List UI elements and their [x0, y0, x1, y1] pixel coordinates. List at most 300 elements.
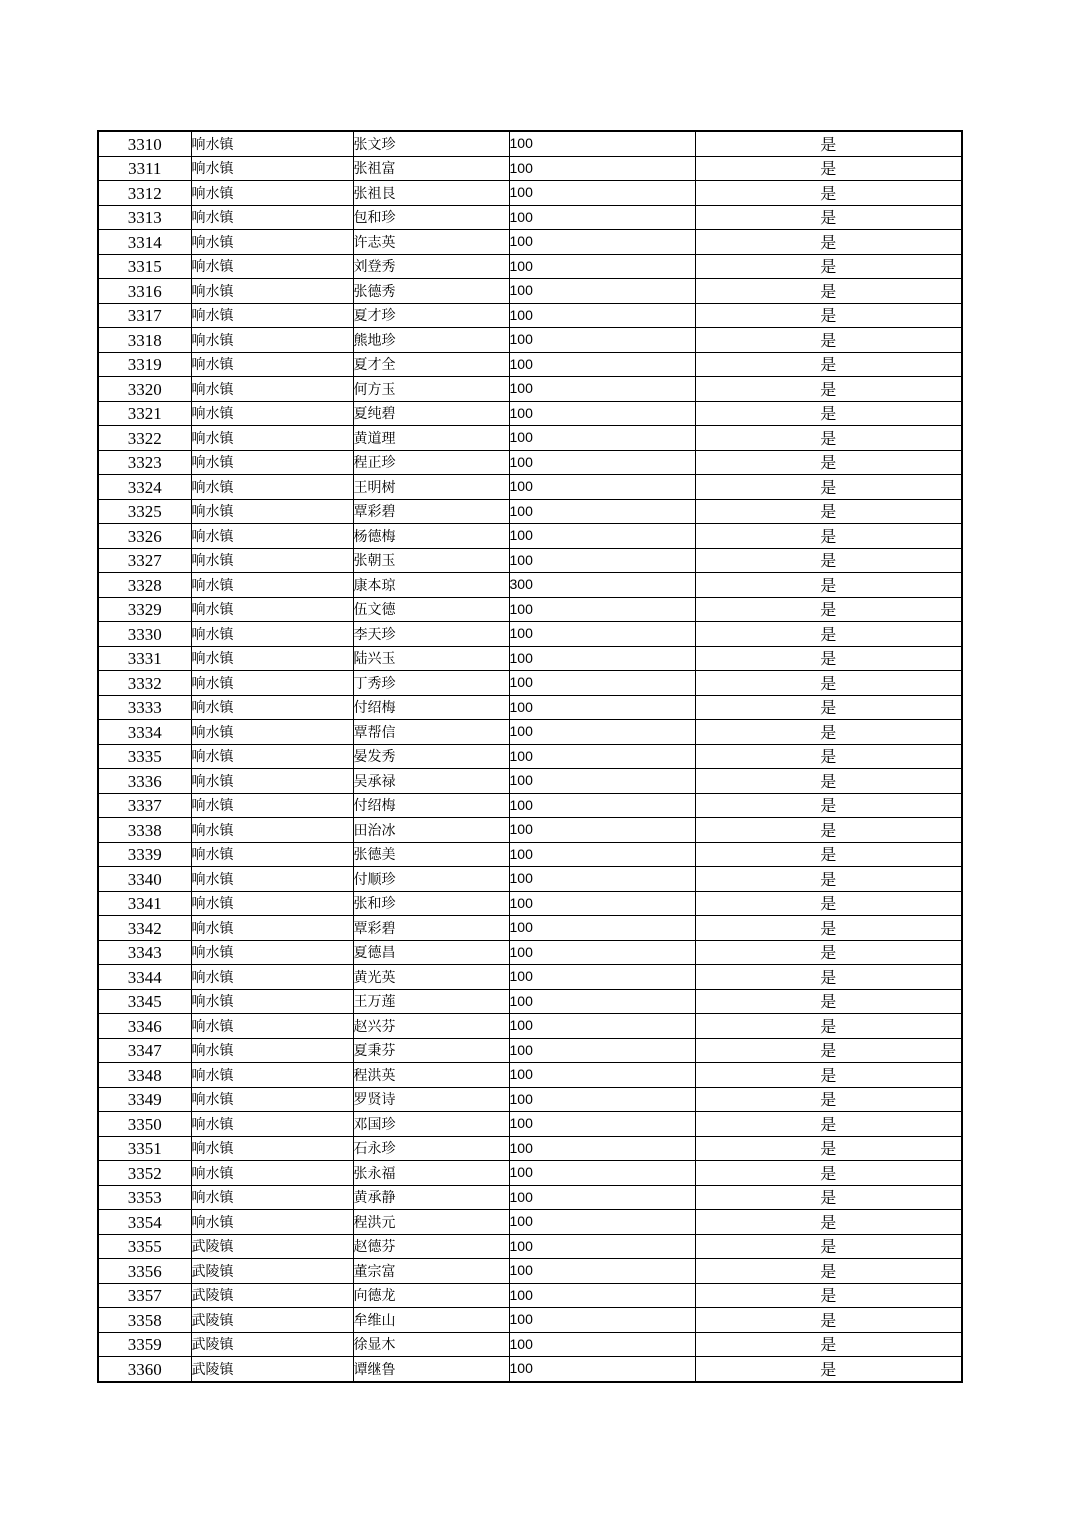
amount-cell: 100	[509, 646, 695, 671]
amount-cell: 100	[509, 1210, 695, 1235]
amount-cell: 100	[509, 450, 695, 475]
table-row	[98, 352, 962, 377]
amount-cell: 100	[509, 891, 695, 916]
table-row	[98, 720, 962, 745]
town-cell: 响水镇	[191, 524, 353, 549]
name-cell: 刘登秀	[353, 254, 509, 279]
amount-cell: 100	[509, 1063, 695, 1088]
flag-cell: 是	[695, 1087, 962, 1112]
amount-cell: 100	[509, 1014, 695, 1039]
amount-cell: 100	[509, 426, 695, 451]
name-cell: 覃帮信	[353, 720, 509, 745]
flag-cell: 是	[695, 205, 962, 230]
town-cell: 响水镇	[191, 671, 353, 696]
amount-cell: 300	[509, 573, 695, 598]
amount-cell: 100	[509, 1259, 695, 1284]
amount-cell: 100	[509, 499, 695, 524]
table-row	[98, 1112, 962, 1137]
name-cell: 程洪元	[353, 1210, 509, 1235]
amount-cell: 100	[509, 671, 695, 696]
table-row	[98, 916, 962, 941]
flag-cell: 是	[695, 303, 962, 328]
name-cell: 晏发秀	[353, 744, 509, 769]
amount-cell: 100	[509, 720, 695, 745]
flag-cell: 是	[695, 842, 962, 867]
town-cell: 响水镇	[191, 426, 353, 451]
amount-cell: 100	[509, 622, 695, 647]
amount-cell: 100	[509, 818, 695, 843]
row-number-cell: 3355	[98, 1234, 191, 1259]
name-cell: 牟维山	[353, 1308, 509, 1333]
table-row	[98, 205, 962, 230]
flag-cell: 是	[695, 695, 962, 720]
table-row	[98, 1161, 962, 1186]
row-number-cell: 3360	[98, 1357, 191, 1382]
table-row	[98, 646, 962, 671]
row-number-cell: 3329	[98, 597, 191, 622]
town-cell: 响水镇	[191, 303, 353, 328]
town-cell: 响水镇	[191, 450, 353, 475]
town-cell: 武陵镇	[191, 1308, 353, 1333]
row-number-cell: 3343	[98, 940, 191, 965]
name-cell: 熊地珍	[353, 328, 509, 353]
table-row	[98, 1308, 962, 1333]
town-cell: 响水镇	[191, 254, 353, 279]
name-cell: 张永福	[353, 1161, 509, 1186]
name-cell: 张文珍	[353, 131, 509, 156]
flag-cell: 是	[695, 131, 962, 156]
amount-cell: 100	[509, 1112, 695, 1137]
table-row	[98, 1259, 962, 1284]
row-number-cell: 3358	[98, 1308, 191, 1333]
town-cell: 响水镇	[191, 230, 353, 255]
amount-cell: 100	[509, 1332, 695, 1357]
name-cell: 伍文德	[353, 597, 509, 622]
town-cell: 响水镇	[191, 205, 353, 230]
name-cell: 覃彩碧	[353, 499, 509, 524]
amount-cell: 100	[509, 1087, 695, 1112]
row-number-cell: 3312	[98, 181, 191, 206]
town-cell: 响水镇	[191, 842, 353, 867]
town-cell: 响水镇	[191, 622, 353, 647]
town-cell: 响水镇	[191, 744, 353, 769]
row-number-cell: 3315	[98, 254, 191, 279]
table-row	[98, 1210, 962, 1235]
row-number-cell: 3337	[98, 793, 191, 818]
amount-cell: 100	[509, 548, 695, 573]
table-row	[98, 1014, 962, 1039]
amount-cell: 100	[509, 131, 695, 156]
flag-cell: 是	[695, 573, 962, 598]
flag-cell: 是	[695, 450, 962, 475]
table-row	[98, 303, 962, 328]
name-cell: 夏纯碧	[353, 401, 509, 426]
amount-cell: 100	[509, 230, 695, 255]
row-number-cell: 3322	[98, 426, 191, 451]
amount-cell: 100	[509, 1185, 695, 1210]
amount-cell: 100	[509, 401, 695, 426]
row-number-cell: 3325	[98, 499, 191, 524]
name-cell: 杨德梅	[353, 524, 509, 549]
name-cell: 张祖富	[353, 156, 509, 181]
town-cell: 响水镇	[191, 695, 353, 720]
table-row	[98, 867, 962, 892]
row-number-cell: 3349	[98, 1087, 191, 1112]
town-cell: 响水镇	[191, 989, 353, 1014]
flag-cell: 是	[695, 867, 962, 892]
name-cell: 许志英	[353, 230, 509, 255]
table-row	[98, 622, 962, 647]
flag-cell: 是	[695, 818, 962, 843]
table-row	[98, 131, 962, 156]
flag-cell: 是	[695, 720, 962, 745]
row-number-cell: 3359	[98, 1332, 191, 1357]
table-row	[98, 1087, 962, 1112]
data-table	[97, 130, 963, 1383]
amount-cell: 100	[509, 328, 695, 353]
flag-cell: 是	[695, 254, 962, 279]
flag-cell: 是	[695, 940, 962, 965]
row-number-cell: 3340	[98, 867, 191, 892]
flag-cell: 是	[695, 646, 962, 671]
row-number-cell: 3317	[98, 303, 191, 328]
flag-cell: 是	[695, 1210, 962, 1235]
amount-cell: 100	[509, 916, 695, 941]
flag-cell: 是	[695, 1259, 962, 1284]
name-cell: 谭继鲁	[353, 1357, 509, 1382]
amount-cell: 100	[509, 1038, 695, 1063]
table-row	[98, 279, 962, 304]
row-number-cell: 3354	[98, 1210, 191, 1235]
name-cell: 丁秀珍	[353, 671, 509, 696]
amount-cell: 100	[509, 793, 695, 818]
name-cell: 张和珍	[353, 891, 509, 916]
table-body	[98, 131, 962, 1382]
town-cell: 响水镇	[191, 377, 353, 402]
name-cell: 程正珍	[353, 450, 509, 475]
flag-cell: 是	[695, 622, 962, 647]
table-row	[98, 695, 962, 720]
name-cell: 赵德芬	[353, 1234, 509, 1259]
name-cell: 王万莲	[353, 989, 509, 1014]
table-row	[98, 1136, 962, 1161]
table-row	[98, 450, 962, 475]
table-row	[98, 548, 962, 573]
flag-cell: 是	[695, 769, 962, 794]
table-row	[98, 328, 962, 353]
row-number-cell: 3321	[98, 401, 191, 426]
town-cell: 响水镇	[191, 1136, 353, 1161]
town-cell: 响水镇	[191, 352, 353, 377]
flag-cell: 是	[695, 793, 962, 818]
row-number-cell: 3339	[98, 842, 191, 867]
name-cell: 付绍梅	[353, 695, 509, 720]
flag-cell: 是	[695, 1185, 962, 1210]
flag-cell: 是	[695, 1038, 962, 1063]
town-cell: 响水镇	[191, 965, 353, 990]
amount-cell: 100	[509, 279, 695, 304]
name-cell: 程洪英	[353, 1063, 509, 1088]
name-cell: 李天珍	[353, 622, 509, 647]
table-row	[98, 842, 962, 867]
amount-cell: 100	[509, 769, 695, 794]
row-number-cell: 3347	[98, 1038, 191, 1063]
name-cell: 夏才全	[353, 352, 509, 377]
flag-cell: 是	[695, 279, 962, 304]
name-cell: 张朝玉	[353, 548, 509, 573]
row-number-cell: 3332	[98, 671, 191, 696]
amount-cell: 100	[509, 695, 695, 720]
town-cell: 响水镇	[191, 573, 353, 598]
table-row	[98, 940, 962, 965]
name-cell: 付顺珍	[353, 867, 509, 892]
flag-cell: 是	[695, 744, 962, 769]
town-cell: 响水镇	[191, 1063, 353, 1088]
flag-cell: 是	[695, 1357, 962, 1382]
name-cell: 何方玉	[353, 377, 509, 402]
row-number-cell: 3353	[98, 1185, 191, 1210]
name-cell: 田治冰	[353, 818, 509, 843]
name-cell: 董宗富	[353, 1259, 509, 1284]
table-row	[98, 1283, 962, 1308]
flag-cell: 是	[695, 916, 962, 941]
name-cell: 吴承禄	[353, 769, 509, 794]
name-cell: 康本琼	[353, 573, 509, 598]
town-cell: 响水镇	[191, 1161, 353, 1186]
row-number-cell: 3326	[98, 524, 191, 549]
row-number-cell: 3333	[98, 695, 191, 720]
amount-cell: 100	[509, 867, 695, 892]
table-row	[98, 1332, 962, 1357]
flag-cell: 是	[695, 181, 962, 206]
name-cell: 覃彩碧	[353, 916, 509, 941]
name-cell: 张德秀	[353, 279, 509, 304]
name-cell: 黄道理	[353, 426, 509, 451]
town-cell: 响水镇	[191, 279, 353, 304]
table-row	[98, 1357, 962, 1382]
row-number-cell: 3320	[98, 377, 191, 402]
flag-cell: 是	[695, 156, 962, 181]
table-row	[98, 377, 962, 402]
flag-cell: 是	[695, 328, 962, 353]
amount-cell: 100	[509, 744, 695, 769]
town-cell: 响水镇	[191, 891, 353, 916]
row-number-cell: 3316	[98, 279, 191, 304]
flag-cell: 是	[695, 1014, 962, 1039]
flag-cell: 是	[695, 1308, 962, 1333]
table-row	[98, 965, 962, 990]
town-cell: 响水镇	[191, 1112, 353, 1137]
table-row	[98, 1063, 962, 1088]
flag-cell: 是	[695, 671, 962, 696]
flag-cell: 是	[695, 1234, 962, 1259]
amount-cell: 100	[509, 377, 695, 402]
town-cell: 响水镇	[191, 475, 353, 500]
name-cell: 张德美	[353, 842, 509, 867]
town-cell: 响水镇	[191, 818, 353, 843]
row-number-cell: 3335	[98, 744, 191, 769]
name-cell: 陆兴玉	[353, 646, 509, 671]
amount-cell: 100	[509, 1308, 695, 1333]
flag-cell: 是	[695, 891, 962, 916]
row-number-cell: 3319	[98, 352, 191, 377]
amount-cell: 100	[509, 475, 695, 500]
flag-cell: 是	[695, 965, 962, 990]
table-row	[98, 181, 962, 206]
flag-cell: 是	[695, 1332, 962, 1357]
amount-cell: 100	[509, 205, 695, 230]
flag-cell: 是	[695, 989, 962, 1014]
flag-cell: 是	[695, 401, 962, 426]
row-number-cell: 3324	[98, 475, 191, 500]
name-cell: 赵兴芬	[353, 1014, 509, 1039]
table-row	[98, 744, 962, 769]
amount-cell: 100	[509, 303, 695, 328]
town-cell: 武陵镇	[191, 1259, 353, 1284]
row-number-cell: 3328	[98, 573, 191, 598]
amount-cell: 100	[509, 1357, 695, 1382]
name-cell: 付绍梅	[353, 793, 509, 818]
town-cell: 响水镇	[191, 1210, 353, 1235]
name-cell: 黄承静	[353, 1185, 509, 1210]
amount-cell: 100	[509, 1136, 695, 1161]
amount-cell: 100	[509, 524, 695, 549]
flag-cell: 是	[695, 524, 962, 549]
row-number-cell: 3331	[98, 646, 191, 671]
amount-cell: 100	[509, 989, 695, 1014]
row-number-cell: 3345	[98, 989, 191, 1014]
row-number-cell: 3357	[98, 1283, 191, 1308]
amount-cell: 100	[509, 181, 695, 206]
flag-cell: 是	[695, 475, 962, 500]
amount-cell: 100	[509, 352, 695, 377]
table-row	[98, 475, 962, 500]
row-number-cell: 3348	[98, 1063, 191, 1088]
name-cell: 王明树	[353, 475, 509, 500]
name-cell: 邓国珍	[353, 1112, 509, 1137]
town-cell: 武陵镇	[191, 1283, 353, 1308]
town-cell: 响水镇	[191, 769, 353, 794]
amount-cell: 100	[509, 254, 695, 279]
row-number-cell: 3330	[98, 622, 191, 647]
town-cell: 武陵镇	[191, 1234, 353, 1259]
name-cell: 包和珍	[353, 205, 509, 230]
row-number-cell: 3318	[98, 328, 191, 353]
row-number-cell: 3311	[98, 156, 191, 181]
amount-cell: 100	[509, 842, 695, 867]
table-row	[98, 1038, 962, 1063]
flag-cell: 是	[695, 426, 962, 451]
row-number-cell: 3346	[98, 1014, 191, 1039]
town-cell: 武陵镇	[191, 1332, 353, 1357]
name-cell: 徐显木	[353, 1332, 509, 1357]
name-cell: 向德龙	[353, 1283, 509, 1308]
town-cell: 响水镇	[191, 597, 353, 622]
name-cell: 夏德昌	[353, 940, 509, 965]
table-row	[98, 597, 962, 622]
town-cell: 响水镇	[191, 548, 353, 573]
town-cell: 响水镇	[191, 793, 353, 818]
row-number-cell: 3352	[98, 1161, 191, 1186]
row-number-cell: 3310	[98, 131, 191, 156]
amount-cell: 100	[509, 1161, 695, 1186]
name-cell: 黄光英	[353, 965, 509, 990]
town-cell: 响水镇	[191, 499, 353, 524]
name-cell: 夏秉芬	[353, 1038, 509, 1063]
table-row	[98, 793, 962, 818]
table-row	[98, 156, 962, 181]
flag-cell: 是	[695, 352, 962, 377]
amount-cell: 100	[509, 940, 695, 965]
row-number-cell: 3350	[98, 1112, 191, 1137]
town-cell: 响水镇	[191, 916, 353, 941]
amount-cell: 100	[509, 597, 695, 622]
name-cell: 张祖艮	[353, 181, 509, 206]
town-cell: 响水镇	[191, 156, 353, 181]
flag-cell: 是	[695, 1161, 962, 1186]
flag-cell: 是	[695, 230, 962, 255]
table-row	[98, 524, 962, 549]
table-row	[98, 989, 962, 1014]
town-cell: 响水镇	[191, 1014, 353, 1039]
table-row	[98, 818, 962, 843]
table-row	[98, 1234, 962, 1259]
amount-cell: 100	[509, 1283, 695, 1308]
table-row	[98, 230, 962, 255]
amount-cell: 100	[509, 1234, 695, 1259]
flag-cell: 是	[695, 1112, 962, 1137]
name-cell: 夏才珍	[353, 303, 509, 328]
row-number-cell: 3323	[98, 450, 191, 475]
flag-cell: 是	[695, 548, 962, 573]
flag-cell: 是	[695, 377, 962, 402]
row-number-cell: 3334	[98, 720, 191, 745]
flag-cell: 是	[695, 499, 962, 524]
name-cell: 石永珍	[353, 1136, 509, 1161]
town-cell: 响水镇	[191, 328, 353, 353]
table-row	[98, 573, 962, 598]
row-number-cell: 3351	[98, 1136, 191, 1161]
row-number-cell: 3338	[98, 818, 191, 843]
flag-cell: 是	[695, 1136, 962, 1161]
row-number-cell: 3313	[98, 205, 191, 230]
row-number-cell: 3341	[98, 891, 191, 916]
town-cell: 响水镇	[191, 131, 353, 156]
town-cell: 响水镇	[191, 1185, 353, 1210]
row-number-cell: 3342	[98, 916, 191, 941]
row-number-cell: 3356	[98, 1259, 191, 1284]
flag-cell: 是	[695, 1063, 962, 1088]
town-cell: 响水镇	[191, 181, 353, 206]
table-row	[98, 1185, 962, 1210]
table-row	[98, 254, 962, 279]
row-number-cell: 3344	[98, 965, 191, 990]
table-row	[98, 891, 962, 916]
town-cell: 武陵镇	[191, 1357, 353, 1382]
table-row	[98, 401, 962, 426]
table-row	[98, 426, 962, 451]
table-row	[98, 769, 962, 794]
town-cell: 响水镇	[191, 1038, 353, 1063]
flag-cell: 是	[695, 1283, 962, 1308]
row-number-cell: 3336	[98, 769, 191, 794]
amount-cell: 100	[509, 965, 695, 990]
amount-cell: 100	[509, 156, 695, 181]
town-cell: 响水镇	[191, 867, 353, 892]
table-row	[98, 671, 962, 696]
town-cell: 响水镇	[191, 401, 353, 426]
town-cell: 响水镇	[191, 646, 353, 671]
